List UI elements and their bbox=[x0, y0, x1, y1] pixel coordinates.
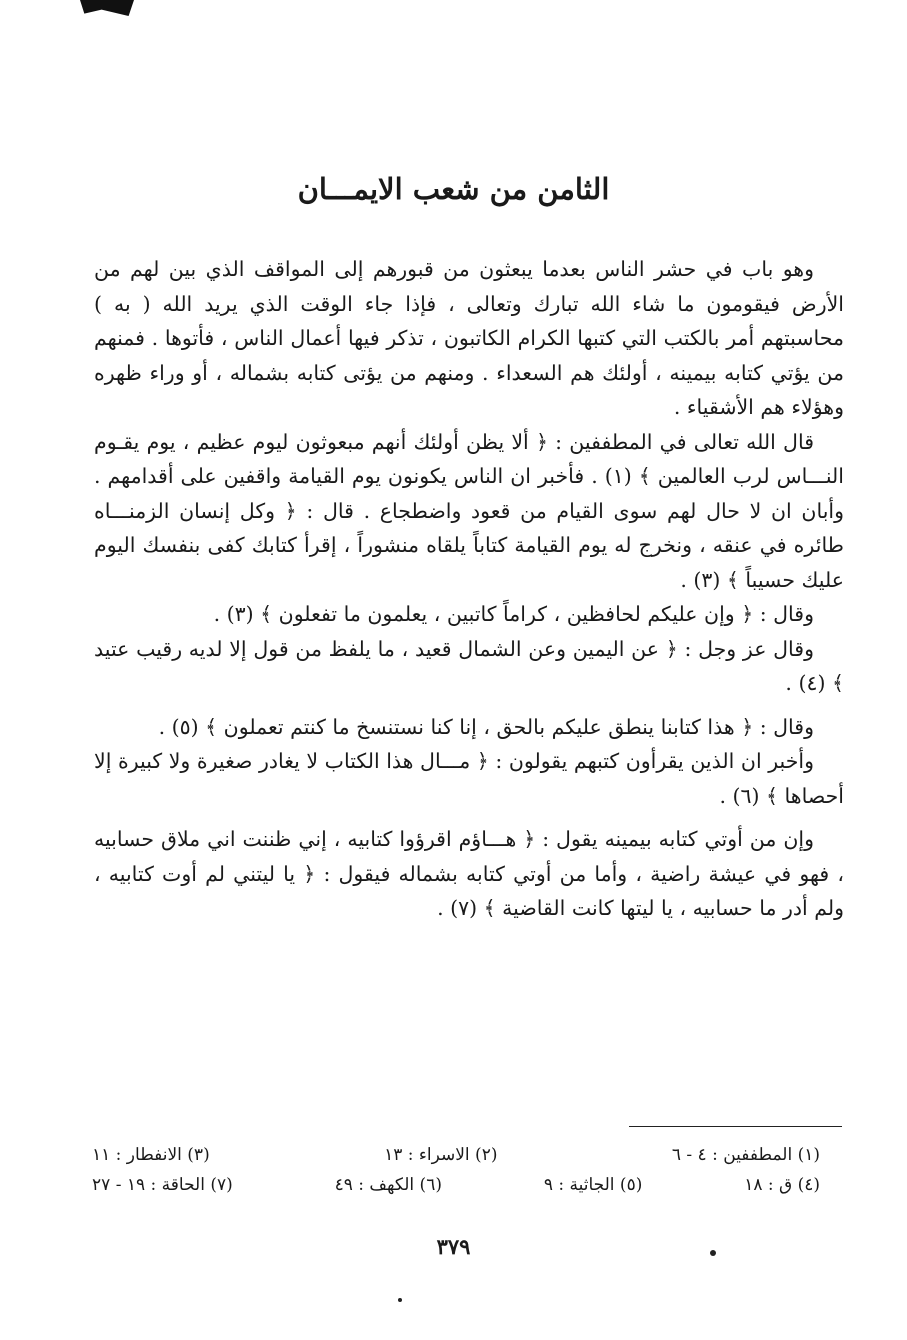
paragraph-mutaffifin: قال الله تعالى في المطففين : ﴿ ألا يظن أولئك أنهم مبعوثون ليوم عظيم ، يوم يقـوم النـــاس لرب العالمين ﴾ (١) . فأخبر ان الناس يكونون يوم القيامة واقفين على أقدامهم . وأبان ان لا حال لهم سوى القيام من قعود واضطجاع . قال : ﴿ وكل إنسان الزمنـــاه طائره في عنقه ، ونخرج له يوم القيامة كتاباً يلقاه منشوراً ، إقرأ كتابك كفى بنفسك اليوم عليك حسيباً ﴾ (٣) . bbox=[94, 429, 844, 592]
paragraph-mal-hadha: وأخبر ان الذين يقرأون كتبهم يقولون : ﴿ مـــال هذا الكتاب لا يغادر صغيرة ولا كبيرة إلا أحصاها ﴾ (٦) . bbox=[94, 749, 844, 808]
footnote-4: (٤) ق : ١٨ bbox=[744, 1175, 820, 1195]
chapter-title: الثامن من شعب الايمـــان bbox=[297, 172, 610, 206]
paragraph-raqib: وقال عز وجل : ﴿ عن اليمين وعن الشمال قعيد ، ما يلفظ من قول إلا لديه رقيب عتيد ﴾ (٤) . bbox=[94, 636, 844, 695]
footnote-6: (٦) الكهف : ٤٩ bbox=[334, 1175, 442, 1195]
footnote-7: (٧) الحاقة : ١٩ - ٢٧ bbox=[92, 1175, 233, 1195]
scan-speck bbox=[710, 1250, 716, 1256]
footnote-row bbox=[92, 1170, 820, 1200]
footnote-2: (٢) الاسراء : ١٣ bbox=[384, 1145, 498, 1165]
scan-corner-mark bbox=[80, 0, 134, 16]
footnote-1: (١) المطففين : ٤ - ٦ bbox=[671, 1145, 820, 1165]
footnote-3: (٣) الانفطار : ١١ bbox=[92, 1145, 210, 1165]
body-text bbox=[94, 252, 844, 935]
paragraph-haaum: وإن من أوتي كتابه بيمينه يقول : ﴿ هـــاؤم اقرؤوا كتابيه ، إني ظننت اني ملاق حسابيه ، فهو في عيشة راضية ، وأما من أوتي كتابه بشماله فيقول : ﴿ يا ليتني لم أوت كتابيه ، ولم أدر ما حسابيه ، يا ليتها كانت القاضية ﴾ (٧) . bbox=[94, 827, 844, 920]
paragraph-intro: وهو باب في حشر الناس بعدما يبعثون من قبورهم إلى المواقف الذي بين لهم من الأرض فيقومون ما شاء الله تبارك وتعالى ، فإذا جاء الوقت الذي يريد الله ( به ) محاسبتهم أمر بالكتب التي كتبها الكرام الكاتبون ، تذكر فيها أعمال الناس ، فأتوها . فمنهم من يؤتي كتابه بيمينه ، أولئك هم السعداء . ومنهم من يؤتى كتابه بشماله ، أو وراء ظهره وهؤلاء هم الأشقياء . bbox=[94, 257, 844, 419]
footnote-5: (٥) الجاثية : ٩ bbox=[543, 1175, 643, 1195]
paragraph-kitabuna: وقال : ﴿ هذا كتابنا ينطق عليكم بالحق ، إنا كنا نستنسخ ما كنتم تعملون ﴾ (٥) . bbox=[158, 714, 814, 739]
footnote-separator bbox=[629, 1126, 842, 1127]
page-number: ٣٧٩ bbox=[436, 1234, 471, 1259]
paragraph-hafizin: وقال : ﴿ وإن عليكم لحافظين ، كراماً كاتبين ، يعلمون ما تفعلون ﴾ (٣) . bbox=[213, 602, 814, 626]
footnote-row bbox=[92, 1140, 820, 1170]
footnotes bbox=[92, 1140, 820, 1200]
scan-speck bbox=[398, 1298, 402, 1302]
